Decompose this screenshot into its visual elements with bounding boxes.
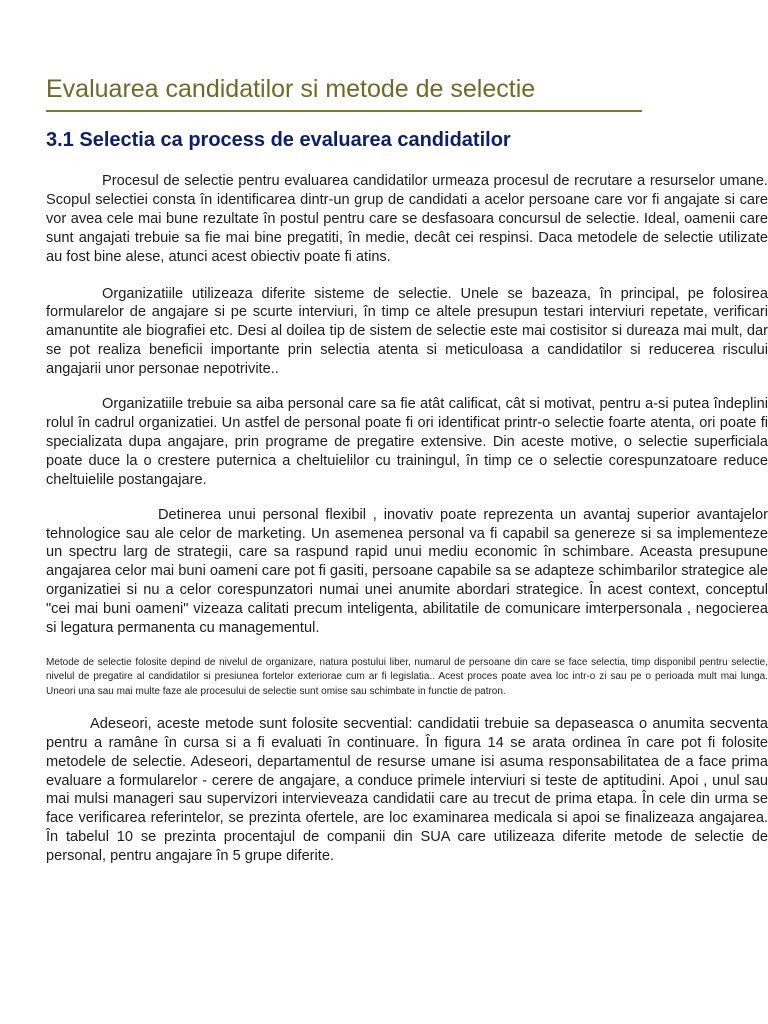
document-title: Evaluarea candidatilor si metode de selectie: [46, 70, 642, 112]
paragraph-2: Organizatiile utilizeaza diferite sisteme de selectie. Unele se bazeaza, în principal, pe folosirea formularelor de angajare si pe scurte interviuri, în timp ce altele presupun testari interviuri repetate, verificari amanuntite ale biografiei etc. Desi al doilea tip de sistem de selectie este mai costisitor si dureaza mai mult, dar se pot realiza beneficii importante prin selectia atenta si meticuloasa a candidatilor si reducerea riscului angajarii unor personae nepotrivite..: [46, 285, 768, 378]
document-page: [46, 70, 768, 866]
section-title: 3.1 Selectia ca process de evaluarea candidatilor: [46, 129, 511, 151]
paragraph-4: Detinerea unui personal flexibil , inovativ poate reprezenta un avantaj superior avantajelor tehnologice sau ale celor de marketing. Un asemenea personal va fi capabil sa genereze si sa implementeze un spectru larg de strategii, care sa raspund rapid unui mediu economic în schimbare. Aceasta presupune angajarea celor mai buni oameni care pot fi gasiti, persoane capabile sa se adapteze schimbarilor strategice ale organizatiei si nu a celor corespunzatori numai unei anumite abordari strategice. În acest context, conceptul "cei mai buni oameni" vizeaza calitati precum inteligenta, abilitatile de comunicare imterpersonala , negocierea si legatura permanenta cu managementul.: [46, 506, 768, 637]
small-note: Metode de selectie folosite depind de nivelul de organizare, natura postului liber, numarul de persoane din care se face selectia, timp disponibil pentru selectie, nivelul de pregatire al candidatilor si presiunea fortelor exteriorae cum ar fi legislatia.. Acest proces poate avea loc intr-o zi sau pe o perioada mult mai lunga. Uneori una sau mai multe faze ale procesului de selectie sunt omise sau schimbate in functie de patron.: [46, 656, 768, 697]
paragraph-3: Organizatiile trebuie sa aiba personal care sa fie atât calificat, cât si motivat, pentru a-si putea îndeplini rolul în cadrul organizatiei. Un astfel de personal poate fi ori identificat printr-o selectie foarte atenta, ori poate fi specializata dupa angajare, prin programe de pregatire extensive. Din aceste motive, o selectie superficiala poate duce la o crestere puternica a cheltuielilor cu trainingul, în timp ce o selectie corespunzatoare reduce cheltuielile postangajare.: [46, 396, 768, 488]
paragraph-1: Procesul de selectie pentru evaluarea candidatilor urmeaza procesul de recrutare a resurselor umane. Scopul selectiei consta în identificarea dintr-un grup de candidati a acelor persoane care vor fi angajate si care vor avea cele mai bune rezultate în postul pentru care se desfasoara concursul de selectie. Ideal, oamenii care sunt angajati trebuie sa fie mai bine pregatiti, în medie, decât cei respinsi. Daca metodele de selectie utilizate au fost bine alese, atunci acest obiectiv poate fi atins.: [46, 173, 768, 265]
paragraph-5: Adeseori, aceste metode sunt folosite secvential: candidatii trebuie sa depaseasca o anumita secventa pentru a ramâne în cursa si a fi evaluati în continuare. În figura 14 se arata ordinea în care pot fi folosite metodele de selectie. Adeseori, departamentul de resurse umane isi asuma responsabilitatea de a face prima evaluare a formularelor - cerere de angajare, a conduce primele interviuri si teste de aptitudini. Apoi , unul sau mai mulsi manageri sau supervizori intervieveaza candidatii care au trecut de prima etapa. În cele din urma se face verificarea referintelor, se prezinta ofertele, are loc examinarea medicala si apoi se finalizeaza angajarea. În tabelul 10 se prezinta procentajul de companii din SUA care utilizeaza diferite metode de selectie de personal, pentru angajare în 5 grupe diferite.: [46, 715, 768, 865]
